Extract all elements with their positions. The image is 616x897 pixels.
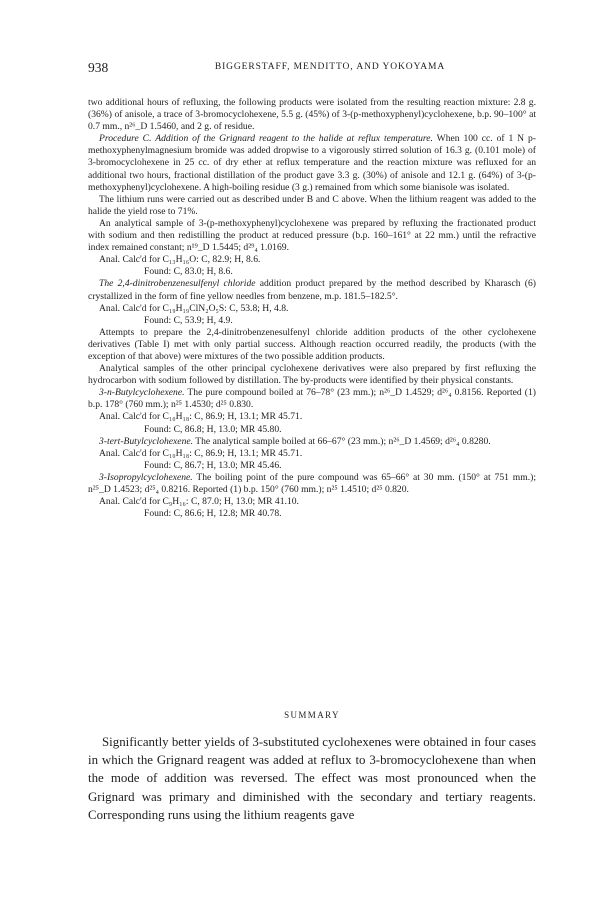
butylcyclohexene-text: The pure compound boiled at 76–78° (23 mm.); n²⁶_D 1.4529; d²⁶₄ 0.8156. Reported (1) b.p. 178° (760 mm.); n²⁵ 1.4530; d²⁵ 0.830.	[88, 387, 536, 411]
tert-butylcyclohexene-title: 3-tert-Butylcyclohexene.	[99, 435, 194, 447]
analysis-found: Found: C, 86.6; H, 12.8; MR 40.78.	[144, 508, 282, 520]
summary-paragraph: Significantly better yields of 3-substituted cyclohexenes were obtained in four cases in which the Grignard reagent was added at reflux to 3-bromocyclohexene than when the mode of addition was reversed. The effect was most pronounced when the Grignard was primary and diminished with the secondary and tertiary reagents. Corresponding runs using the lithium reagents gave	[88, 735, 536, 822]
page-header	[88, 60, 536, 76]
procedure-c-text: When 100 cc. of 1 N p-methoxyphenylmagnesium bromide was added dropwise to a vigorously stirred solution of 16.3 g. (0.101 mole) of 3-bromocyclohexene in 25 cc. of dry ether at reflux temperature and the reaction mixture was refluxed for an additional two hours, fractional distillation of the product gave 3.3 g. (30%) of anisole and 12.1 g. (64%) of 3-(p-methoxyphenyl)cyclohexene. A high-boiling residue (3 g.) remained from which some bianisole was isolated.	[88, 133, 536, 193]
analysis-found: Found: C, 83.0; H, 8.6.	[144, 266, 233, 278]
paragraph-continued: two additional hours of refluxing, the following products were isolated from the resulting reaction mixture: 2.8 g. (36%) of anisole, a trace of 3-bromocyclohexene, 5.5 g. (45%) of 3-(p-methoxyphenyl)cyclohexene, b.p. 90–100° at 0.7 mm., n²⁶_D 1.5460, and 2 g. of residue.	[88, 97, 536, 133]
dinitrobenzene-paragraph	[88, 278, 536, 302]
attempts-paragraph: Attempts to prepare the 2,4-dinitrobenzenesulfenyl chloride addition products of the other cyclohexene derivatives (Table I) met with only partial success. Although reaction occurred readily, the products (with the exception of that above) were mixtures of the two possible addition products.	[88, 326, 536, 362]
analysis-calculated: Anal. Calc'd for C₉H₁₆: C, 87.0; H, 13.0; MR 41.10.	[99, 496, 299, 508]
dinitrobenzene-title: The 2,4-dinitrobenzenesulfenyl chloride	[99, 278, 256, 290]
tert-butylcyclohexene-text: The analytical sample boiled at 66–67° (23 mm.); n²⁶_D 1.4569; d²⁶₄ 0.8280.	[195, 435, 491, 447]
samples-paragraph: Analytical samples of the other principal cyclohexene derivatives were also prepared by first refluxing the hydrocarbon with sodium followed by distillation. The by-products were identified by their physical constants.	[88, 363, 536, 387]
lithium-paragraph: The lithium runs were carried out as described under B and C above. When the lithium reagent was added to the halide the yield rose to 71%.	[88, 193, 536, 217]
analysis-calculated: Anal. Calc'd for C₁₀H₁₈: C, 86.9; H, 13.1; MR 45.71.	[99, 411, 303, 423]
experimental-text	[88, 97, 536, 520]
procedure-c-paragraph	[88, 133, 536, 193]
analytical-sample-paragraph: An analytical sample of 3-(p-methoxyphenyl)cyclohexene was prepared by refluxing the fractionated product with sodium and then redistilling the product at reduced pressure (b.p. 160–161° at 22 mm.) until the refractive index remained constant; n¹⁹_D 1.5445; d²⁹₄ 1.0169.	[88, 217, 536, 254]
butylcyclohexene-title: 3-n-Butylcyclohexene.	[99, 387, 185, 399]
isopropylcyclohexene-text: The boiling point of the pure compound was 65–66° at 30 mm. (150° at 751 mm.); n²⁵_D 1.4523; d²⁵₄ 0.8216. Reported (1) b.p. 150° (760 mm.); n²⁵ 1.4510; d²⁵ 0.820.	[88, 471, 536, 495]
isopropylcyclohexene-title: 3-Isopropylcyclohexene.	[99, 471, 193, 483]
butylcyclohexene-paragraph	[88, 387, 536, 411]
analysis-found: Found: C, 86.7; H, 13.0; MR 45.46.	[144, 459, 282, 471]
analysis-found: Found: C, 86.8; H, 13.0; MR 45.80.	[144, 423, 282, 435]
tert-butylcyclohexene-paragraph	[88, 436, 536, 448]
dinitrobenzene-text: addition product prepared by the method described by Kharasch (6) crystallized in the form of fine yellow needles from benzene, m.p. 181.5–182.5°.	[88, 278, 536, 302]
page-number: 938	[88, 60, 109, 75]
running-head: BIGGERSTAFF, MENDITTO, AND YOKOYAMA	[214, 62, 446, 72]
analysis-calculated: Anal. Calc'd for C₁₀H₁₈: C, 86.9; H, 13.1; MR 45.71.	[99, 447, 303, 459]
analysis-found: Found: C, 53.9; H, 4.9.	[144, 314, 233, 326]
isopropylcyclohexene-paragraph	[88, 472, 536, 496]
summary-heading: SUMMARY	[284, 710, 340, 720]
analysis-calculated: Anal. Calc'd for C₁₉H₁₉ClN₂O₅S: C, 53.8; H, 4.8.	[99, 302, 289, 314]
analysis-calculated: Anal. Calc'd for C₁₃H₁₆O: C, 82.9; H, 8.6.	[99, 254, 261, 266]
procedure-c-title: Procedure C. Addition of the Grignard reagent to the halide at reflux temperature.	[99, 133, 433, 145]
